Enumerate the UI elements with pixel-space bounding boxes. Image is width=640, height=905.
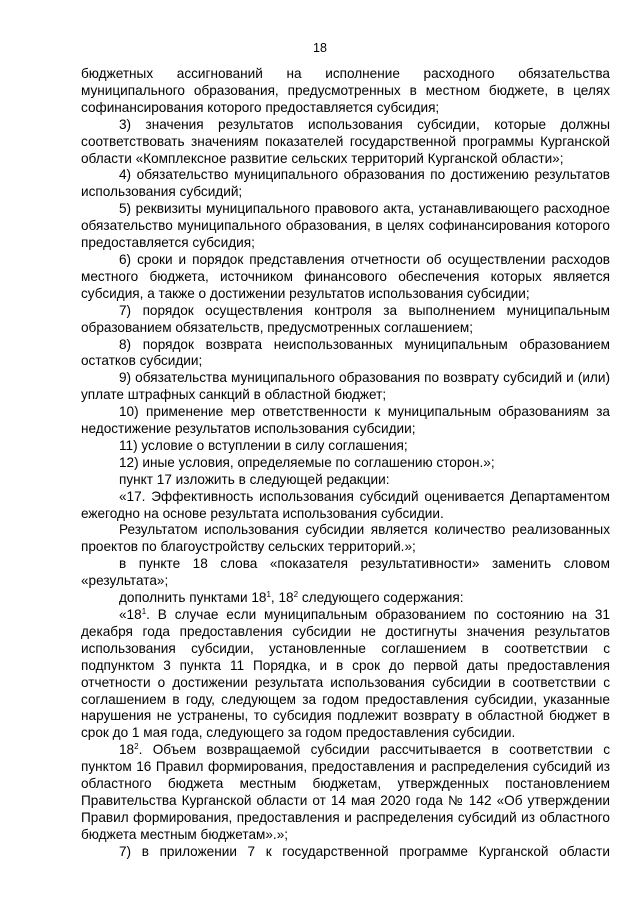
superscript: 2 — [293, 590, 299, 600]
paragraph-text: . В случае если муниципальным образованием по состоянию на 31 декабря года предоставления субсидии не достигнуты значения результатов использования субсидии, установленные соглашением в соответствии с подпунктом 3 пункта 11 Порядка, и в срок до первой даты предоставления отчетности о достижении результата использования субсидии в соответствии с соглашением в году, следующем за годом предоставления субсидии, указанные нарушения не устранены, то субсидия подлежит возврату в областной бюджет в срок до 1 мая года, следующего за годом предоставления субсидии. — [81, 607, 610, 741]
paragraph: 3) значения результатов использования субсидии, которые должны соответствовать значениям показателей государственной программы Курганской области «Комплексное развитие сельских территорий Курганской области»; — [81, 116, 610, 166]
paragraph-text: 18 — [119, 742, 135, 758]
paragraph: пункт 17 изложить в следующей редакции: — [119, 471, 390, 487]
paragraph: 4) обязательство муниципального образования по достижению результатов использования субсидий; — [81, 167, 610, 200]
paragraph-text: «18 — [119, 607, 142, 622]
paragraph — [81, 590, 610, 607]
paragraph: Результатом использования субсидии является количество реализованных проектов по благоустройству сельских территорий.»; — [81, 522, 610, 555]
paragraph-text: , 18 — [270, 590, 294, 606]
paragraph-text: дополнить пунктами 18 — [119, 590, 267, 606]
paragraph — [81, 742, 610, 843]
paragraph: 7) порядок осуществления контроля за выполнением муниципальным образованием обязательств, предусмотренных соглашением; — [81, 302, 610, 335]
paragraph: бюджетных ассигнований на исполнение расходного обязательства муниципального образования, предусмотренных в местном бюджете, в целях софинансирования которого предоставляется субсидия; — [81, 66, 610, 115]
paragraph: 8) порядок возврата неиспользованных муниципальным образованием остатков субсидии; — [81, 336, 610, 369]
paragraph: 5) реквизиты муниципального правового акта, устанавливающего расходное обязательство муниципального образования, в целях софинансирования которого предоставляется субсидия; — [81, 201, 610, 251]
paragraph: «17. Эффективность использования субсидий оценивается Департаментом ежегодно на основе результата использования субсидии. — [81, 488, 610, 521]
paragraph: 12) иные условия, определяемые по соглашению сторон.»; — [119, 454, 495, 470]
paragraph-text: . Объем возвращаемой субсидии рассчитывается в соответствии с пунктом 16 Правил формирования, предоставления и распределения субсидий из областного бюджета местным бюджетам, утвержденных постановлением Правительства Курганской области от 14 мая 2020 года № 142 «Об утверждении Правил формирования, предоставления и распределения субсидий из областного бюджета местным бюджетам».»; — [81, 742, 610, 842]
paragraph: 9) обязательства муниципального образования по возврату субсидий и (или) уплате штрафных санкций в областной бюджет; — [81, 370, 610, 403]
paragraph: 6) сроки и порядок представления отчетности об осуществлении расходов местного бюджета, источником финансового обеспечения которых является субсидия, а также о достижении результатов использования субсидии; — [81, 251, 610, 301]
paragraph — [81, 607, 610, 742]
superscript: 2 — [134, 742, 139, 752]
paragraph: в пункте 18 слова «показателя результативности» заменить словом «результата»; — [81, 556, 610, 589]
paragraph: 7) в приложении 7 к государственной программе Курганской области — [119, 843, 610, 859]
superscript: 1 — [266, 590, 271, 600]
document-body — [81, 66, 610, 861]
superscript: 1 — [141, 607, 147, 616]
paragraph: 11) условие о вступлении в силу соглашения; — [119, 437, 408, 453]
page-number: 18 — [313, 41, 327, 55]
paragraph: 10) применение мер ответственности к муниципальным образованиям за недостижение результатов использования субсидии; — [81, 404, 610, 437]
paragraph-text: следующего содержания: — [298, 590, 464, 606]
